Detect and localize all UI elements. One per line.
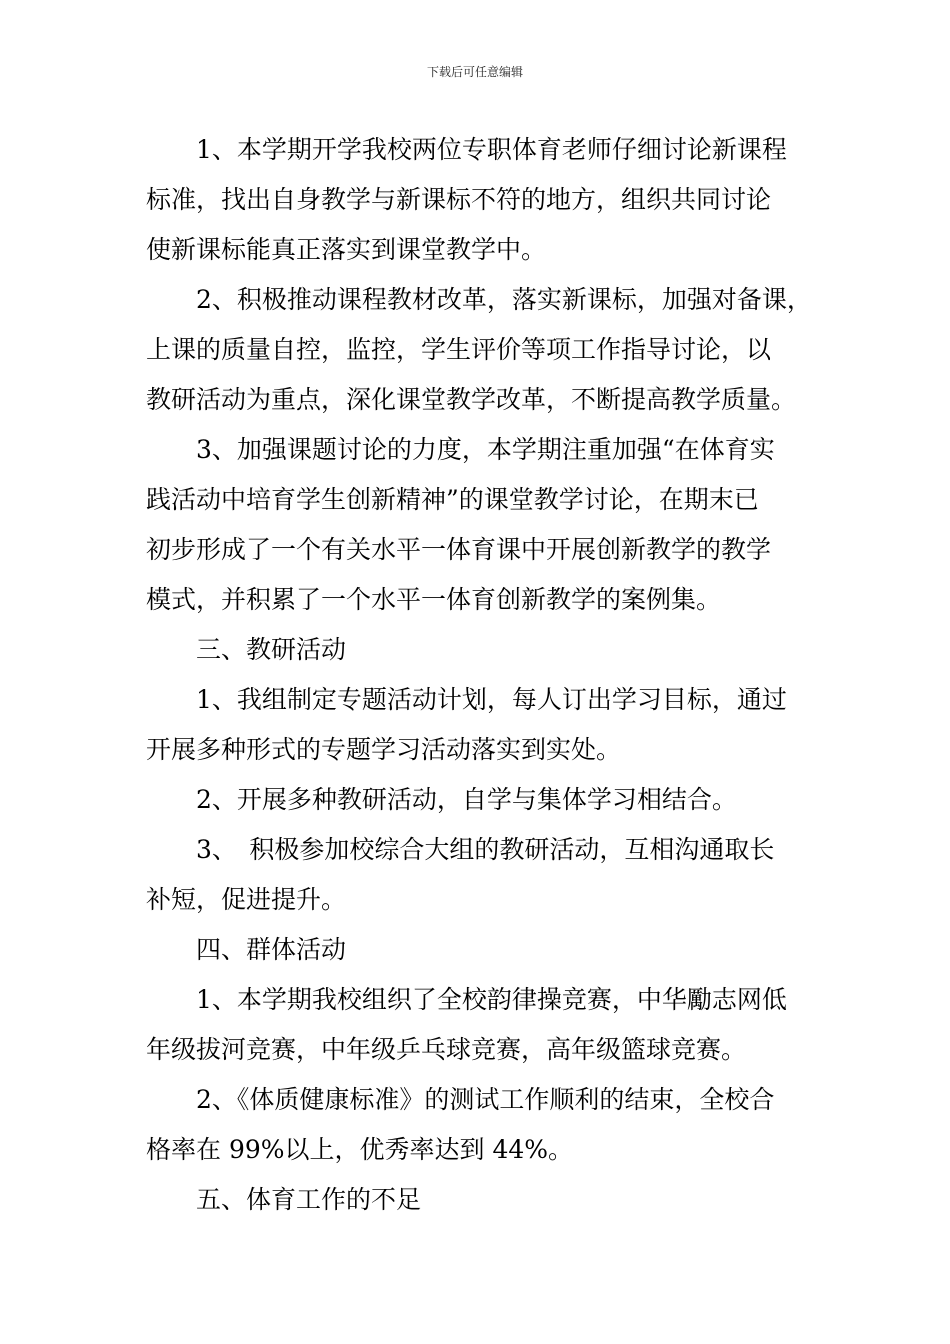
paragraph <box>146 425 826 625</box>
text-line: 开展多种形式的专题学习活动落实到实处。 <box>146 735 622 764</box>
text-line: 教研活动为重点，深化课堂教学改革，不断提高教学质量。 <box>146 385 797 414</box>
paragraph <box>146 975 826 1075</box>
text-line: 2、《体质健康标准》的测试工作顺利的结束，全校合 <box>196 1085 775 1114</box>
text-line: 2、积极推动课程教材改革，落实新课标，加强对备课， <box>196 285 812 314</box>
text-line: 初步形成了一个有关水平一体育课中开展创新教学的教学 <box>146 535 772 564</box>
text-line: 五、体育工作的不足 <box>196 1185 422 1214</box>
text-line: 使新课标能真正落实到课堂教学中。 <box>146 235 547 264</box>
page-header: 下载后可任意编辑 <box>426 65 523 79</box>
section-heading <box>146 925 826 975</box>
paragraph <box>146 1075 826 1175</box>
paragraph <box>146 275 826 425</box>
paragraph <box>146 825 826 925</box>
section-heading <box>146 1175 826 1225</box>
paragraph <box>146 675 826 775</box>
text-line: 三、教研活动 <box>196 635 347 664</box>
text-line: 模式，并积累了一个水平一体育创新教学的案例集。 <box>146 585 722 614</box>
text-line: 1、我组制定专题活动计划，每人订出学习目标，通过 <box>196 685 787 714</box>
text-line: 1、本学期开学我校两位专职体育老师仔细讨论新课程 <box>196 135 787 164</box>
text-line: 四、群体活动 <box>196 935 347 964</box>
paragraph <box>146 775 826 825</box>
section-heading <box>146 625 826 675</box>
text-line: 上课的质量自控，监控，学生评价等项工作指导讨论，以 <box>146 335 772 364</box>
text-line: 标准，找出自身教学与新课标不符的地方，组织共同讨论 <box>146 185 772 214</box>
paragraph <box>146 125 826 275</box>
text-line: 1、本学期我校组织了全校韵律操竞赛，中华勵志网低 <box>196 985 787 1014</box>
document-body <box>146 125 826 1225</box>
text-line: 格率在 99%以上，优秀率达到 44%。 <box>146 1135 574 1164</box>
text-line: 2、开展多种教研活动，自学与集体学习相结合。 <box>196 785 737 814</box>
text-line: 补短，促进提升。 <box>146 885 347 914</box>
text-line: 年级拔河竞赛，中年级乒乓球竞赛，高年级篮球竞赛。 <box>146 1035 747 1064</box>
text-line: 3、加强课题讨论的力度，本学期注重加强“在体育实 <box>196 435 775 464</box>
text-line: 3、 积极参加校综合大组的教研活动，互相沟通取长 <box>196 835 775 864</box>
text-line: 践活动中培育学生创新精神”的课堂教学讨论，在期末已 <box>146 485 759 514</box>
